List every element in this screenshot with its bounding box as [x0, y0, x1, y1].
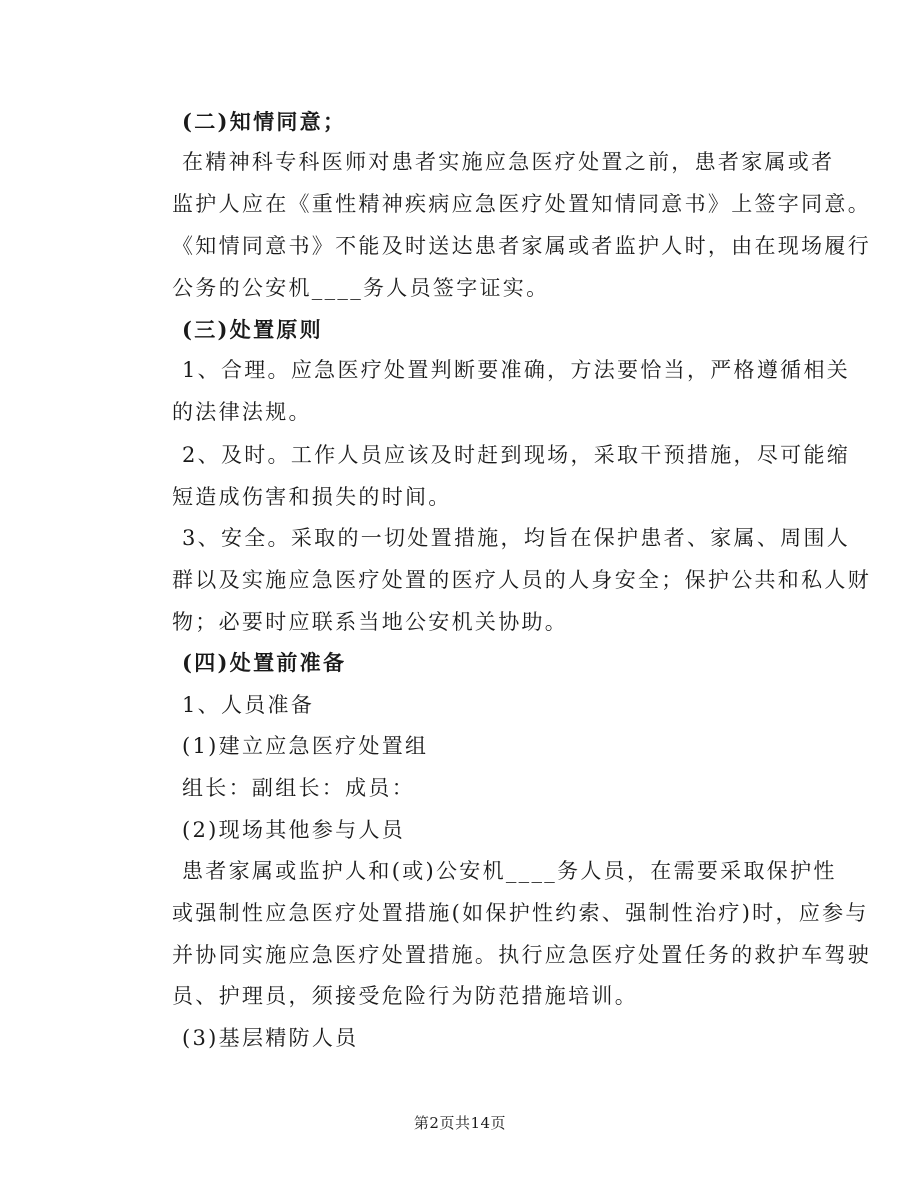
paragraph-line: (3)基层精防人员: [182, 1026, 359, 1050]
paragraph-line: 组长：副组长：成员：: [182, 776, 415, 800]
heading-informed-consent: (二)知情同意；: [182, 109, 347, 134]
paragraph-line: 或强制性应急医疗处置措施(如保护性约索、强制性治疗)时，应参与: [172, 901, 869, 925]
paragraph-line: 短造成伤害和损失的时间。: [172, 485, 452, 509]
paragraph-line: 在精神科专科医师对患者实施应急医疗处置之前，患者家属或者: [182, 150, 835, 174]
paragraph-line: 2、及时。工作人员应该及时赶到现场，采取干预措施，尽可能缩: [182, 443, 851, 467]
paragraph-line: (1)建立应急医疗处置组: [182, 734, 429, 758]
paragraph-line: 并协同实施应急医疗处置措施。执行应急医疗处置任务的救护车驾驶: [172, 943, 871, 967]
paragraph-line: 3、安全。采取的一切处置措施，均旨在保护患者、家属、周围人: [182, 526, 851, 550]
paragraph-line: 公务的公安机____务人员签字证实。: [172, 276, 550, 300]
paragraph-line: 员、护理员，须接受危险行为防范措施培训。: [172, 984, 638, 1008]
heading-preparation: (四)处置前准备: [182, 650, 347, 675]
paragraph-line: 1、人员准备: [182, 693, 315, 717]
paragraph-line: (2)现场其他参与人员: [182, 818, 406, 842]
paragraph-line: 群以及实施应急医疗处置的医疗人员的人身安全；保护公共和私人财: [172, 568, 871, 592]
paragraph-line: 物；必要时应联系当地公安机关协助。: [172, 610, 569, 634]
paragraph-line: 1、合理。应急医疗处置判断要准确，方法要恰当，严格遵循相关: [182, 358, 851, 382]
paragraph-line: 监护人应在《重性精神疾病应急医疗处置知情同意书》上签字同意。: [172, 192, 871, 216]
heading-principles: (三)处置原则: [182, 317, 323, 342]
paragraph-line: 的法律法规。: [172, 400, 312, 424]
page-footer: 第2页共14页: [413, 1114, 507, 1132]
paragraph-line: 《知情同意书》不能及时送达患者家属或者监护人时，由在现场履行: [172, 234, 871, 258]
paragraph-line: 患者家属或监护人和(或)公安机____务人员，在需要采取保护性: [182, 859, 837, 883]
